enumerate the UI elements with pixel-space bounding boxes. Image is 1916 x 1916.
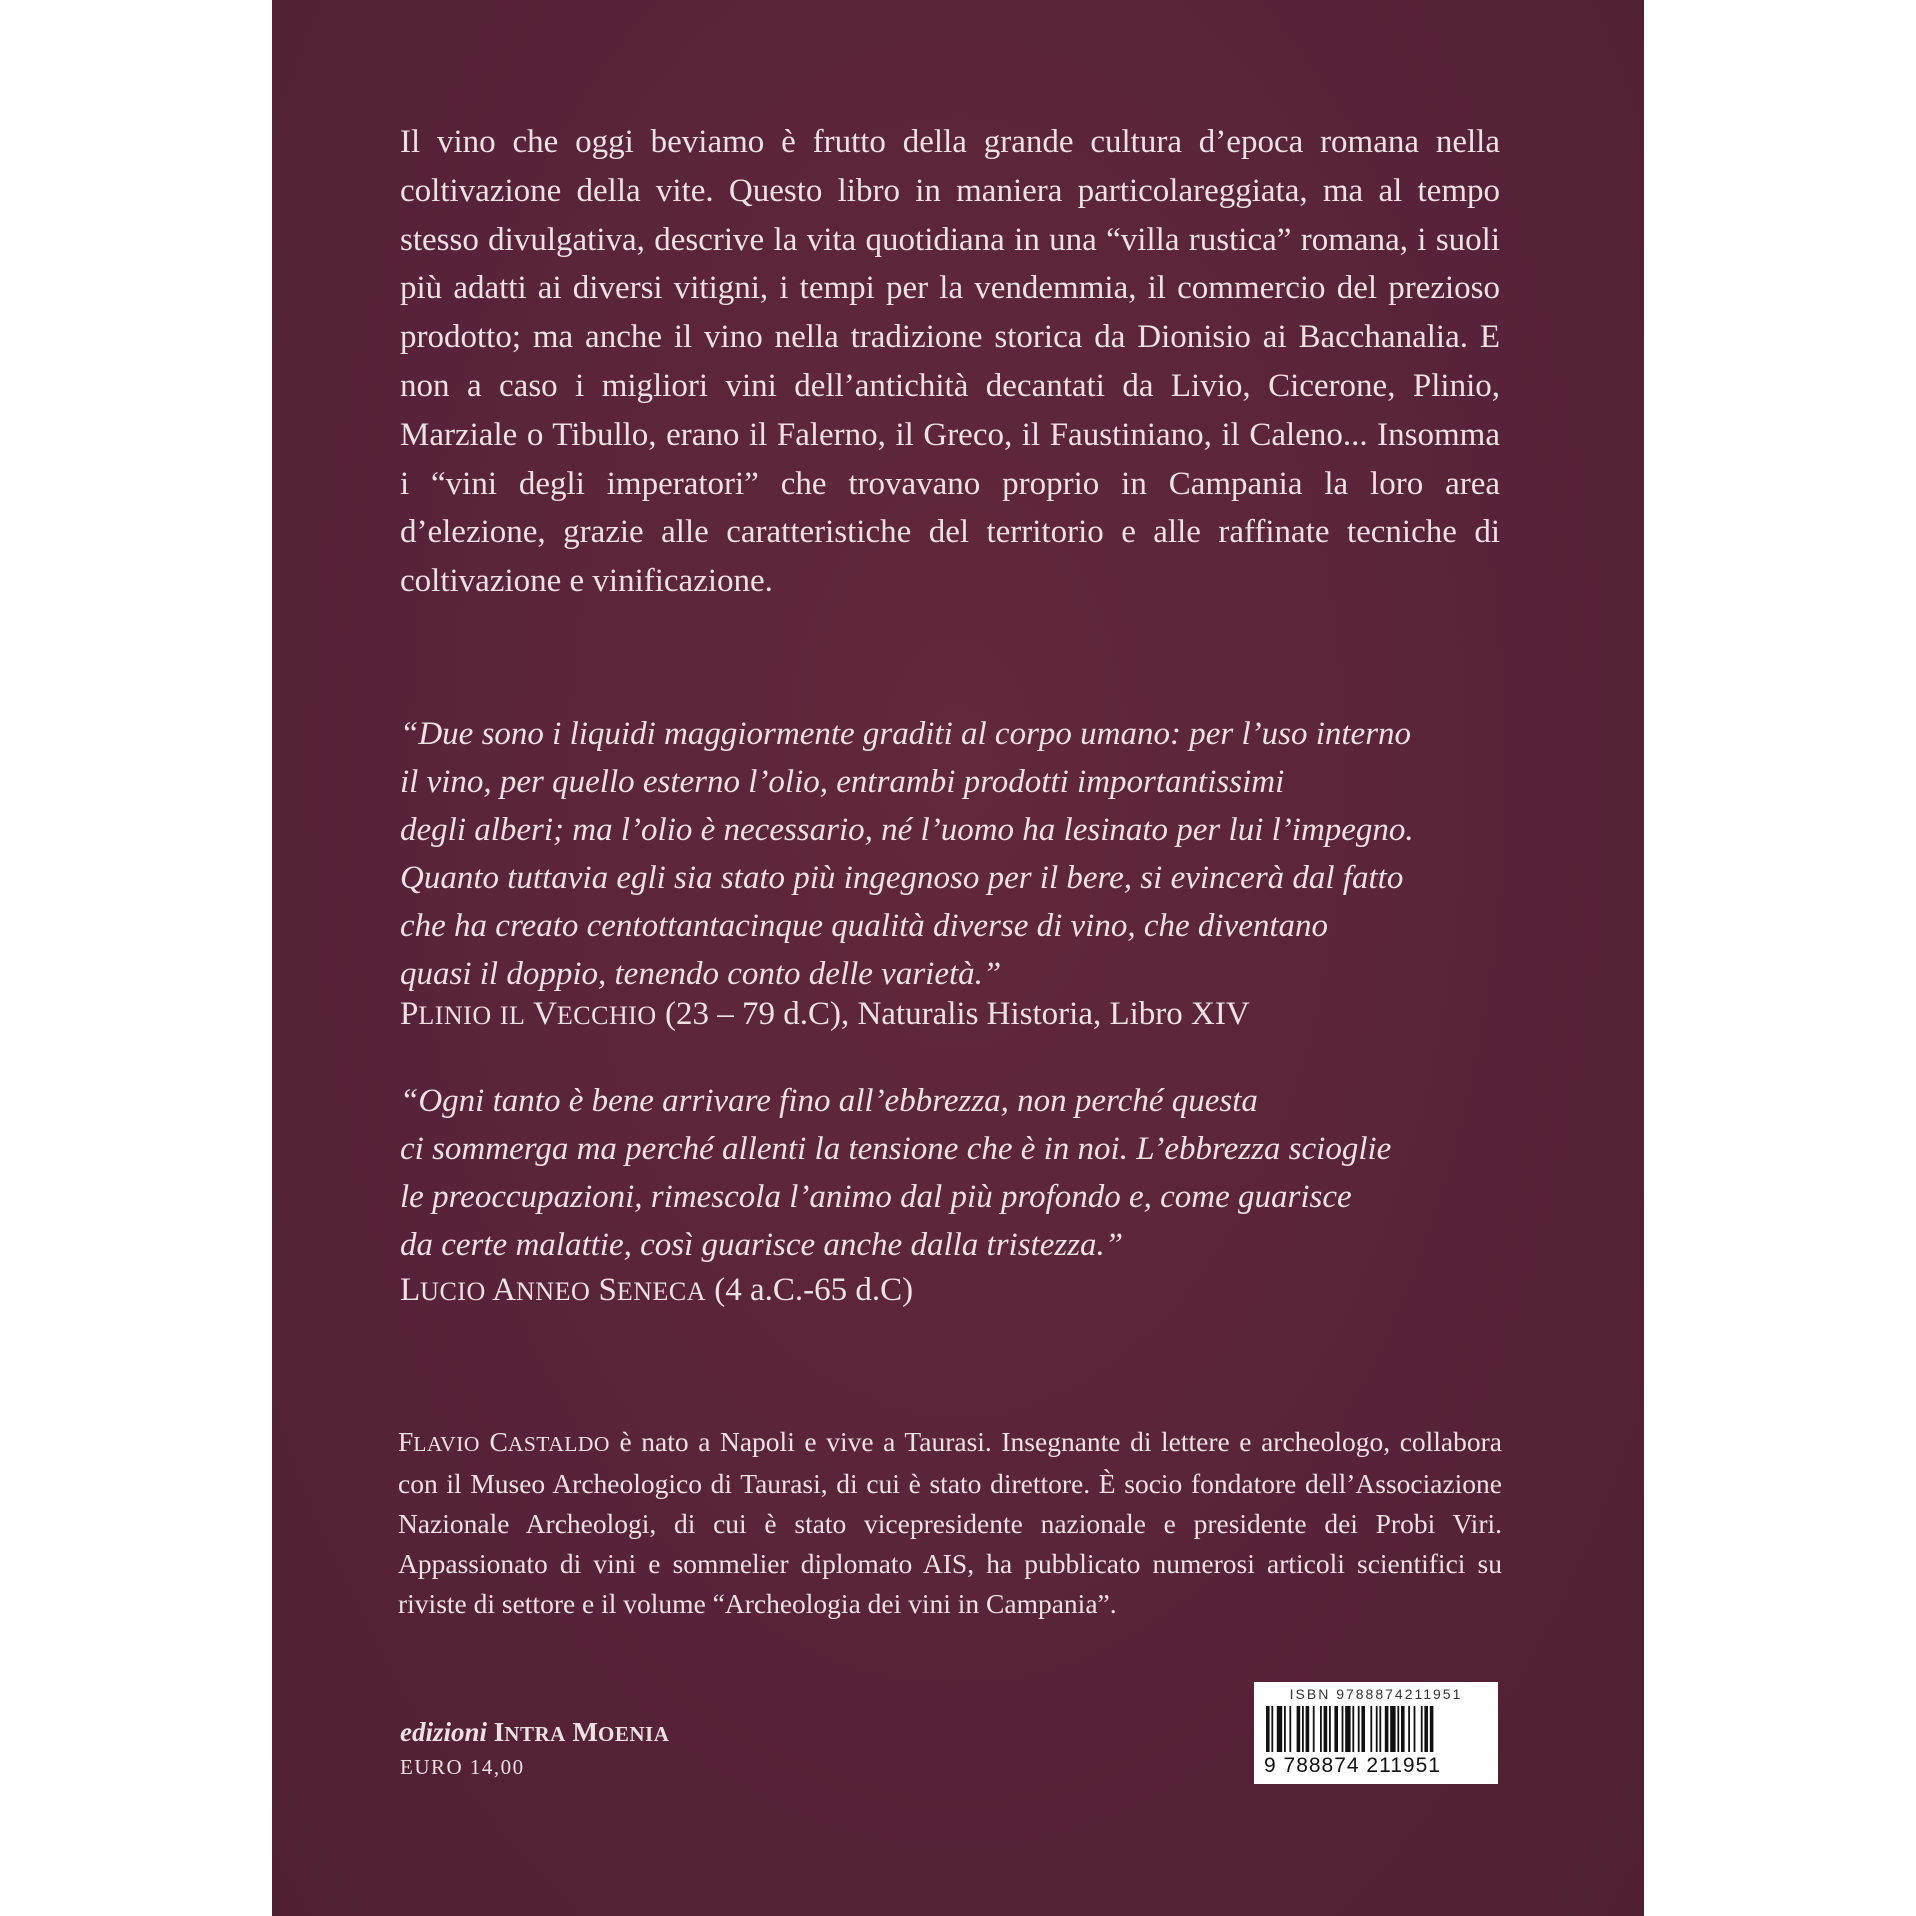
barcode-bar xyxy=(1414,1706,1416,1752)
quote-line: il vino, per quello esterno l’olio, entrambi prodotti importantissimi xyxy=(400,764,1285,800)
barcode-bar xyxy=(1284,1706,1286,1752)
quote-line: ci sommerga ma perché allenti la tensione che è in noi. L’ebbrezza scioglie xyxy=(400,1131,1392,1167)
publisher-imprint xyxy=(400,1714,669,1752)
author-bio xyxy=(398,1422,1502,1624)
barcode-digits: 9 788874 211951 xyxy=(1264,1754,1441,1777)
barcode-bars-icon xyxy=(1264,1706,1488,1754)
isbn-label: ISBN 9788874211951 xyxy=(1289,1686,1463,1702)
barcode-bar xyxy=(1352,1706,1354,1752)
quote-seneca xyxy=(400,1077,1510,1269)
barcode-bar xyxy=(1271,1706,1273,1752)
quote-attribution-pliny xyxy=(400,990,1250,1040)
barcode-bar xyxy=(1277,1706,1282,1752)
barcode-bar xyxy=(1401,1706,1405,1752)
barcode-bar xyxy=(1345,1706,1350,1752)
barcode-bar xyxy=(1397,1706,1399,1752)
quote-attribution-seneca xyxy=(400,1266,913,1316)
quote-source: (4 a.C.-65 d.C) xyxy=(714,1272,914,1308)
barcode-bar xyxy=(1390,1706,1395,1752)
barcode-bar xyxy=(1424,1706,1428,1752)
author-name: PLINIO IL VECCHIO xyxy=(400,996,657,1032)
barcode-bar xyxy=(1320,1706,1322,1752)
publisher-name: INTRA MOENIA xyxy=(493,1717,670,1747)
back-cover xyxy=(272,0,1644,1916)
quote-line: quasi il doppio, tenendo conto delle varietà.” xyxy=(400,956,1002,992)
quote-line: “Ogni tanto è bene arrivare fino all’ebbrezza, non perché questa xyxy=(400,1083,1258,1119)
barcode-bar xyxy=(1430,1706,1434,1752)
barcode-bar xyxy=(1370,1706,1372,1752)
barcode-bar xyxy=(1408,1706,1410,1752)
barcode-bar xyxy=(1302,1706,1304,1752)
barcode-bar xyxy=(1266,1706,1270,1752)
barcode-bar xyxy=(1361,1706,1365,1752)
barcode-bar xyxy=(1421,1706,1423,1752)
barcode-bar xyxy=(1358,1706,1360,1752)
quote-line: “Due sono i liquidi maggiormente graditi al corpo umano: per l’uso interno xyxy=(400,716,1412,752)
quote-pliny xyxy=(400,710,1510,998)
quote-line: le preoccupazioni, rimescola l’animo dal più profondo e, come guarisce xyxy=(400,1179,1352,1215)
quote-line: degli alberi; ma l’olio è necessario, né l’uomo ha lesinato per lui l’impegno. xyxy=(400,812,1414,848)
isbn-barcode xyxy=(1254,1682,1498,1784)
barcode-bar xyxy=(1334,1706,1338,1752)
barcode-bar xyxy=(1324,1706,1328,1752)
publisher-prefix: edizioni xyxy=(400,1717,488,1747)
barcode-bar xyxy=(1289,1706,1291,1752)
barcode-bar xyxy=(1379,1706,1381,1752)
quote-line: Quanto tuttavia egli sia stato più ingegnoso per il bere, si evincerà dal fatto xyxy=(400,860,1404,896)
barcode-bar xyxy=(1342,1706,1344,1752)
author-bio-name: FLAVIO CASTALDO xyxy=(398,1426,610,1457)
price: EURO 14,00 xyxy=(400,1755,525,1779)
book-blurb: Il vino che oggi beviamo è frutto della grande cultura d’epoca romana nella coltivazione della vite. Questo libro in maniera particolareggiata, ma al tempo stesso divulgativa, descrive la vita quotidiana in una “villa rustica” romana, i suoli più adatti ai diversi vitigni, i tempi per la vendemmia, il commercio del prezioso prodotto; ma anche il vino nella tradizione storica da Dionisio ai Bacchanalia. E non a caso i migliori vini dell’antichità decantati da Livio, Cicerone, Plinio, Marziale o Tibullo, erano il Falerno, il Greco, il Faustiniano, il Caleno... Insomma i “vini degli imperatori” che trovavano proprio in Campania la loro area d’elezione, grazie alle caratteristiche del territorio e alle raffinate tecniche di coltivazione e vinificazione. xyxy=(400,124,1500,600)
barcode-bar xyxy=(1385,1706,1389,1752)
barcode-bar xyxy=(1297,1706,1301,1752)
quote-line: da certe malattie, così guarisce anche dalla tristezza.” xyxy=(400,1227,1124,1263)
barcode-bar xyxy=(1376,1706,1378,1752)
quote-line: che ha creato centottantacinque qualità diverse di vino, che diventano xyxy=(400,908,1329,944)
barcode-bar xyxy=(1306,1706,1310,1752)
author-bio-text: è nato a Napoli e vive a Taurasi. Insegnante di lettere e archeologo, collabora con il Museo Archeologico di Taurasi, di cui è stato direttore. È socio fondatore dell’Associazione Nazionale Archeologi, di cui è stato vicepresidente nazionale e presidente dei Probi Viri. Appassionato di vini e sommelier diplomato AIS, ha pubblicato numerosi articoli scientifici su riviste di settore e il volume “Archeologia dei vini in Campania”. xyxy=(398,1426,1502,1619)
barcode-bar xyxy=(1329,1706,1331,1752)
quote-source: (23 – 79 d.C), Naturalis Historia, Libro XIV xyxy=(664,996,1250,1032)
barcode-bar xyxy=(1313,1706,1315,1752)
author-name: LUCIO ANNEO SENECA xyxy=(400,1272,707,1308)
